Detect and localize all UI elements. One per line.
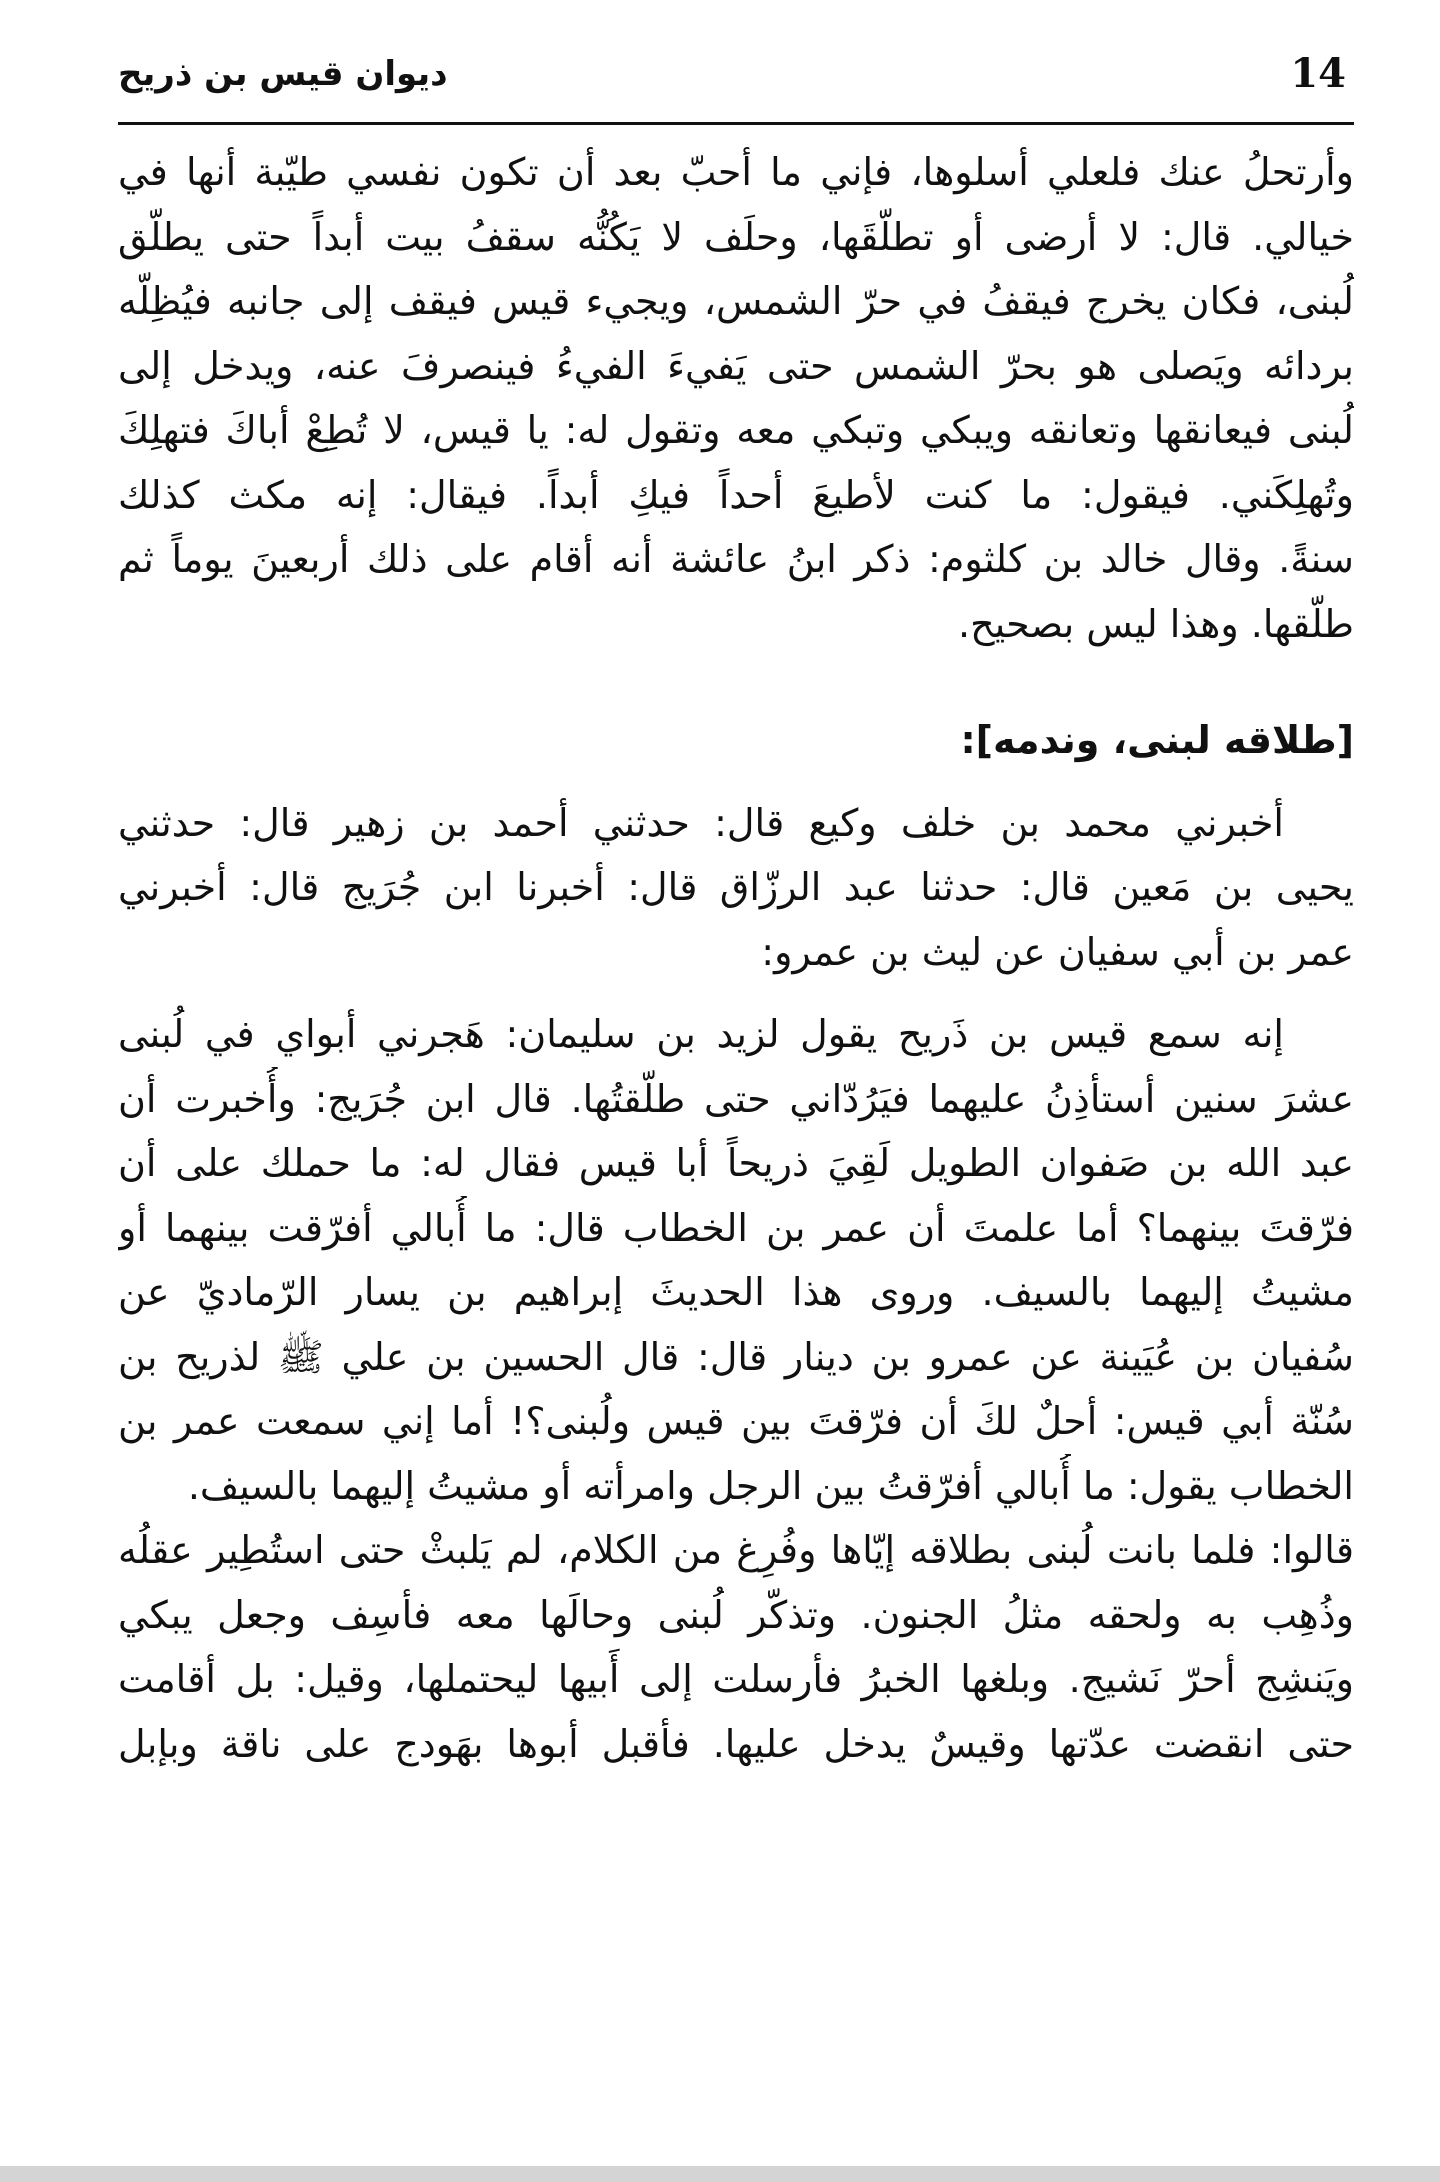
text-line: سنةً. وقال خالد بن كلثوم: ذكر ابنُ عائشة أنه أقام على ذلك أربعينَ يوماً ثم — [118, 537, 1354, 581]
text-line: مشيتُ إليهما بالسيف. وروى هذا الحديثَ إبراهيم بن يسار الرّماديّ عن — [118, 1270, 1354, 1314]
text-line: وتُهلِكَني. فيقول: ما كنت لأطيعَ أحداً فيكِ أبداً. فيقال: إنه مكث كذلك — [118, 472, 1354, 517]
text-line: أخبرني محمد بن خلف وكيع قال: حدثني أحمد بن زهير قال: حدثني — [118, 800, 1284, 845]
paragraph-1 — [118, 140, 1354, 656]
text-line: طلّقها. وهذا ليس بصحيح. — [958, 601, 1354, 646]
text-line: عشرَ سنين أستأذِنُ عليهما فيَرُدّاني حتى طلّقتُها. قال ابن جُرَيج: وأُخبرت أن — [118, 1076, 1354, 1121]
text-line: وأرتحلُ عنك فلعلي أسلوها، فإني ما أحبّ بعد أن تكون نفسي طيّبة أنها في — [118, 150, 1354, 194]
paragraph-3 — [118, 1002, 1354, 1776]
scan-bottom-edge — [0, 2166, 1440, 2182]
text-line: الخطاب يقول: ما أُبالي أفرّقتُ بين الرجل وامرأته أو مشيتُ إليهما بالسيف. — [187, 1463, 1354, 1508]
spacer — [118, 656, 1354, 708]
running-title: ديوان قيس بن ذريح — [118, 54, 448, 94]
text-line: قالوا: فلما بانت لُبنى بطلاقه إيّاها وفُرِغ من الكلام، لم يَلبثْ حتى استُطِير عقلُه — [118, 1528, 1354, 1572]
text-line: سُفيان بن عُيَينة عن عمرو بن دينار قال: قال الحسين بن علي ﷺ لذريح بن — [118, 1334, 1354, 1379]
spacer — [118, 773, 1354, 791]
text-line: ويَنشِج أحرّ نَشيج. وبلغها الخبرُ فأرسلت إلى أَبيها ليحتملها، وقيل: بل أقامت — [118, 1657, 1354, 1701]
text-line: لُبنى فيعانقها وتعانقه ويبكي وتبكي معه وتقول له: يا قيس، لا تُطِعْ أباكَ فتهلِكَ — [118, 408, 1354, 452]
text-line: بردائه ويَصلى هو بحرّ الشمس حتى يَفيءَ الفيءُ فينصرفَ عنه، ويدخل إلى — [118, 343, 1354, 388]
text-line: يحيى بن مَعين قال: حدثنا عبد الرزّاق قال: أخبرنا ابن جُرَيج قال: أخبرني — [118, 865, 1354, 909]
text-line: خيالي. قال: لا أرضى أو تطلّقَها، وحلَف لا يَكُنُّه سقفُ بيت أبداً حتى يطلّق — [118, 214, 1354, 259]
page-header — [118, 40, 1354, 125]
paragraph-2 — [118, 791, 1354, 985]
text-line: فرّقتَ بينهما؟ أما علمتَ أن عمر بن الخطاب قال: ما أُبالي أفرّقت بينهما أو — [118, 1205, 1354, 1250]
text-line: عبد الله بن صَفوان الطويل لَقِيَ ذريحاً أبا قيس فقال له: ما حملك على أن — [118, 1141, 1354, 1185]
text-line: عمر بن أبي سفيان عن ليث بن عمرو: — [761, 929, 1354, 974]
text-line: لُبنى، فكان يخرج فيقفُ في حرّ الشمس، ويجيء قيس فيقف إلى جانبه فيُظِلّه — [118, 279, 1354, 323]
text-line: إنه سمع قيس بن ذَريح يقول لزيد بن سليمان: هَجرني أبواي في لُبنى — [118, 1012, 1284, 1056]
text-line: وذُهِب به ولحقه مثلُ الجنون. وتذكّر لُبنى وحالَها معه فأسِف وجعل يبكي — [118, 1592, 1354, 1637]
section-heading: [طلاقه لبنى، وندمه]: — [960, 718, 1354, 762]
page-number: 14 — [1290, 50, 1346, 97]
text-line: حتى انقضت عدّتها وقيسٌ يدخل عليها. فأقبل أبوها بهَودج على ناقة وبإبل — [118, 1721, 1354, 1766]
spacer — [118, 984, 1354, 1002]
text-line: سُنّة أبي قيس: أحلٌ لكَ أن فرّقتَ بين قيس ولُبنى؟! أما إني سمعت عمر بن — [118, 1399, 1354, 1443]
body-text — [118, 140, 1354, 1776]
